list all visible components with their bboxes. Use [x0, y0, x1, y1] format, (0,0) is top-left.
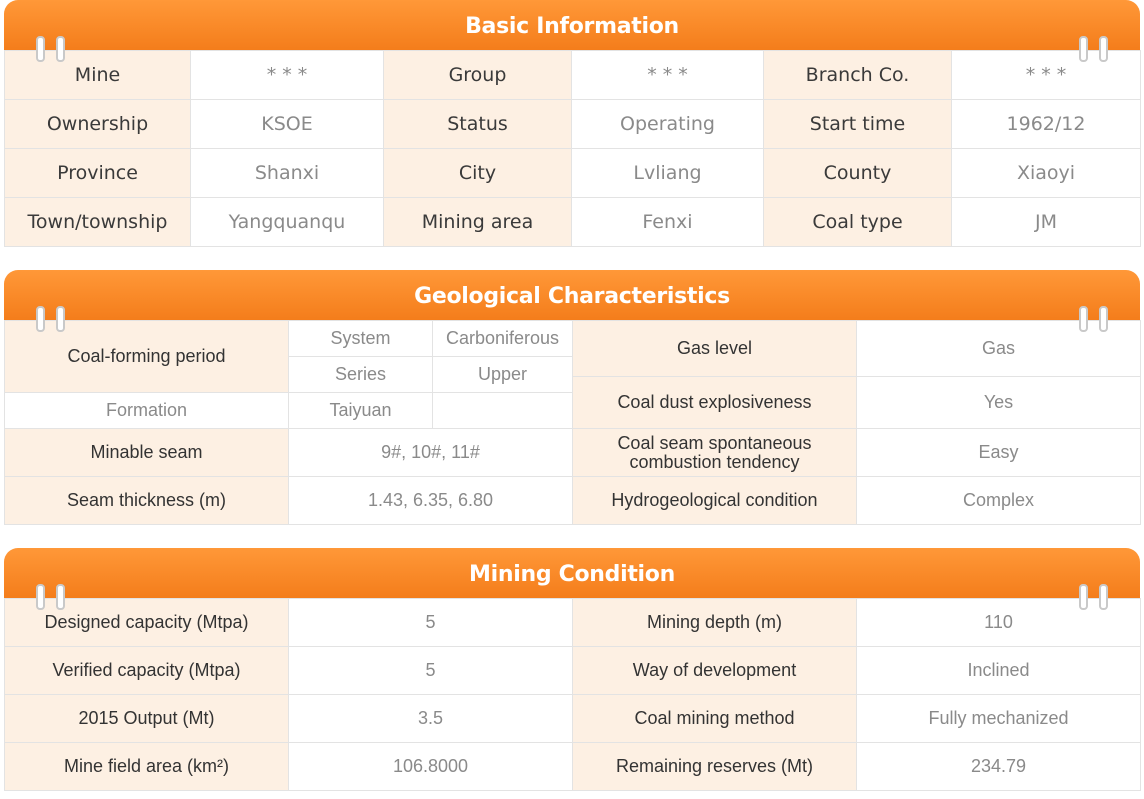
city-value: Lvliang [572, 149, 764, 198]
table-row [5, 647, 1141, 695]
binder-ring-icon [56, 306, 65, 332]
table-row [5, 599, 1141, 647]
mining-depth-value: 110 [857, 599, 1141, 647]
minable-seam-value: 9#, 10#, 11# [289, 429, 573, 477]
group-value: * * * [572, 51, 764, 100]
table-row [5, 695, 1141, 743]
basic-information-table [4, 50, 1141, 247]
start-time-label: Start time [764, 100, 952, 149]
town-township-value: Yangquanqu [191, 198, 384, 247]
province-label: Province [5, 149, 191, 198]
formation-value: Taiyuan [289, 393, 433, 429]
mining-area-value: Fenxi [572, 198, 764, 247]
province-value: Shanxi [191, 149, 384, 198]
seam-thickness-value: 1.43, 6.35, 6.80 [289, 477, 573, 525]
table-row [5, 743, 1141, 791]
coal-mining-method-value: Fully mechanized [857, 695, 1141, 743]
binder-ring-icon [56, 584, 65, 610]
table-row [5, 321, 1141, 357]
remaining-reserves-value: 234.79 [857, 743, 1141, 791]
county-value: Xiaoyi [952, 149, 1141, 198]
spontaneous-combustion-label [573, 429, 857, 477]
start-time-value: 1962/12 [952, 100, 1141, 149]
binder-ring-icon [36, 306, 45, 332]
coal-type-value: JM [952, 198, 1141, 247]
way-of-development-value: Inclined [857, 647, 1141, 695]
seam-thickness-label: Seam thickness (m) [5, 477, 289, 525]
way-of-development-label: Way of development [573, 647, 857, 695]
table-row [5, 149, 1141, 198]
spontaneous-combustion-label-line-2: combustion tendency [629, 451, 800, 472]
series-label: Series [289, 357, 433, 393]
mining-condition-panel [4, 548, 1140, 791]
designed-capacity-label: Designed capacity (Mtpa) [5, 599, 289, 647]
system-label: System [289, 321, 433, 357]
binder-ring-icon [36, 584, 45, 610]
gas-level-value: Gas [857, 321, 1141, 377]
basic-information-panel [4, 0, 1140, 247]
ownership-label: Ownership [5, 100, 191, 149]
mine-label: Mine [5, 51, 191, 100]
spontaneous-combustion-value: Easy [857, 429, 1141, 477]
mining-condition-title: Mining Condition [469, 562, 675, 587]
table-row [5, 100, 1141, 149]
branch-co-label: Branch Co. [764, 51, 952, 100]
designed-capacity-value: 5 [289, 599, 573, 647]
spontaneous-combustion-label-line-1: Coal seam spontaneous [617, 432, 812, 453]
coal-type-label: Coal type [764, 198, 952, 247]
basic-information-title: Basic Information [465, 14, 679, 39]
remaining-reserves-label: Remaining reserves (Mt) [573, 743, 857, 791]
formation-label: Formation [5, 393, 289, 429]
county-label: County [764, 149, 952, 198]
binder-ring-icon [1079, 36, 1088, 62]
table-row [5, 51, 1141, 100]
gas-level-label: Gas level [573, 321, 857, 377]
verified-capacity-label: Verified capacity (Mtpa) [5, 647, 289, 695]
coal-dust-explosiveness-label: Coal dust explosiveness [573, 377, 857, 429]
ownership-value: KSOE [191, 100, 384, 149]
binder-ring-icon [1099, 584, 1108, 610]
binder-ring-icon [1079, 306, 1088, 332]
geological-characteristics-title: Geological Characteristics [414, 284, 730, 309]
output-2015-value: 3.5 [289, 695, 573, 743]
city-label: City [384, 149, 572, 198]
binder-ring-icon [1099, 306, 1108, 332]
group-label: Group [384, 51, 572, 100]
hydrogeological-condition-label: Hydrogeological condition [573, 477, 857, 525]
table-row [5, 477, 1141, 525]
output-2015-label: 2015 Output (Mt) [5, 695, 289, 743]
mining-area-label: Mining area [384, 198, 572, 247]
coal-mining-method-label: Coal mining method [573, 695, 857, 743]
binder-ring-icon [1079, 584, 1088, 610]
mine-value: * * * [191, 51, 384, 100]
geological-characteristics-panel [4, 270, 1140, 525]
status-label: Status [384, 100, 572, 149]
coal-forming-period-label: Coal-forming period [5, 321, 289, 393]
table-row [5, 198, 1141, 247]
binder-ring-icon [36, 36, 45, 62]
hydrogeological-condition-value: Complex [857, 477, 1141, 525]
verified-capacity-value: 5 [289, 647, 573, 695]
system-value: Carboniferous [433, 321, 573, 357]
minable-seam-label: Minable seam [5, 429, 289, 477]
series-value: Upper [433, 357, 573, 393]
table-row [5, 429, 1141, 477]
status-value: Operating [572, 100, 764, 149]
basic-information-header [4, 0, 1140, 50]
mining-condition-header [4, 548, 1140, 598]
mine-field-area-label: Mine field area (km²) [5, 743, 289, 791]
branch-co-value: * * * [952, 51, 1141, 100]
mine-field-area-value: 106.8000 [289, 743, 573, 791]
mining-depth-label: Mining depth (m) [573, 599, 857, 647]
coal-dust-explosiveness-value: Yes [857, 377, 1141, 429]
geological-characteristics-table [4, 320, 1141, 525]
binder-ring-icon [1099, 36, 1108, 62]
binder-ring-icon [56, 36, 65, 62]
geological-characteristics-header [4, 270, 1140, 320]
town-township-label: Town/township [5, 198, 191, 247]
mining-condition-table [4, 598, 1141, 791]
